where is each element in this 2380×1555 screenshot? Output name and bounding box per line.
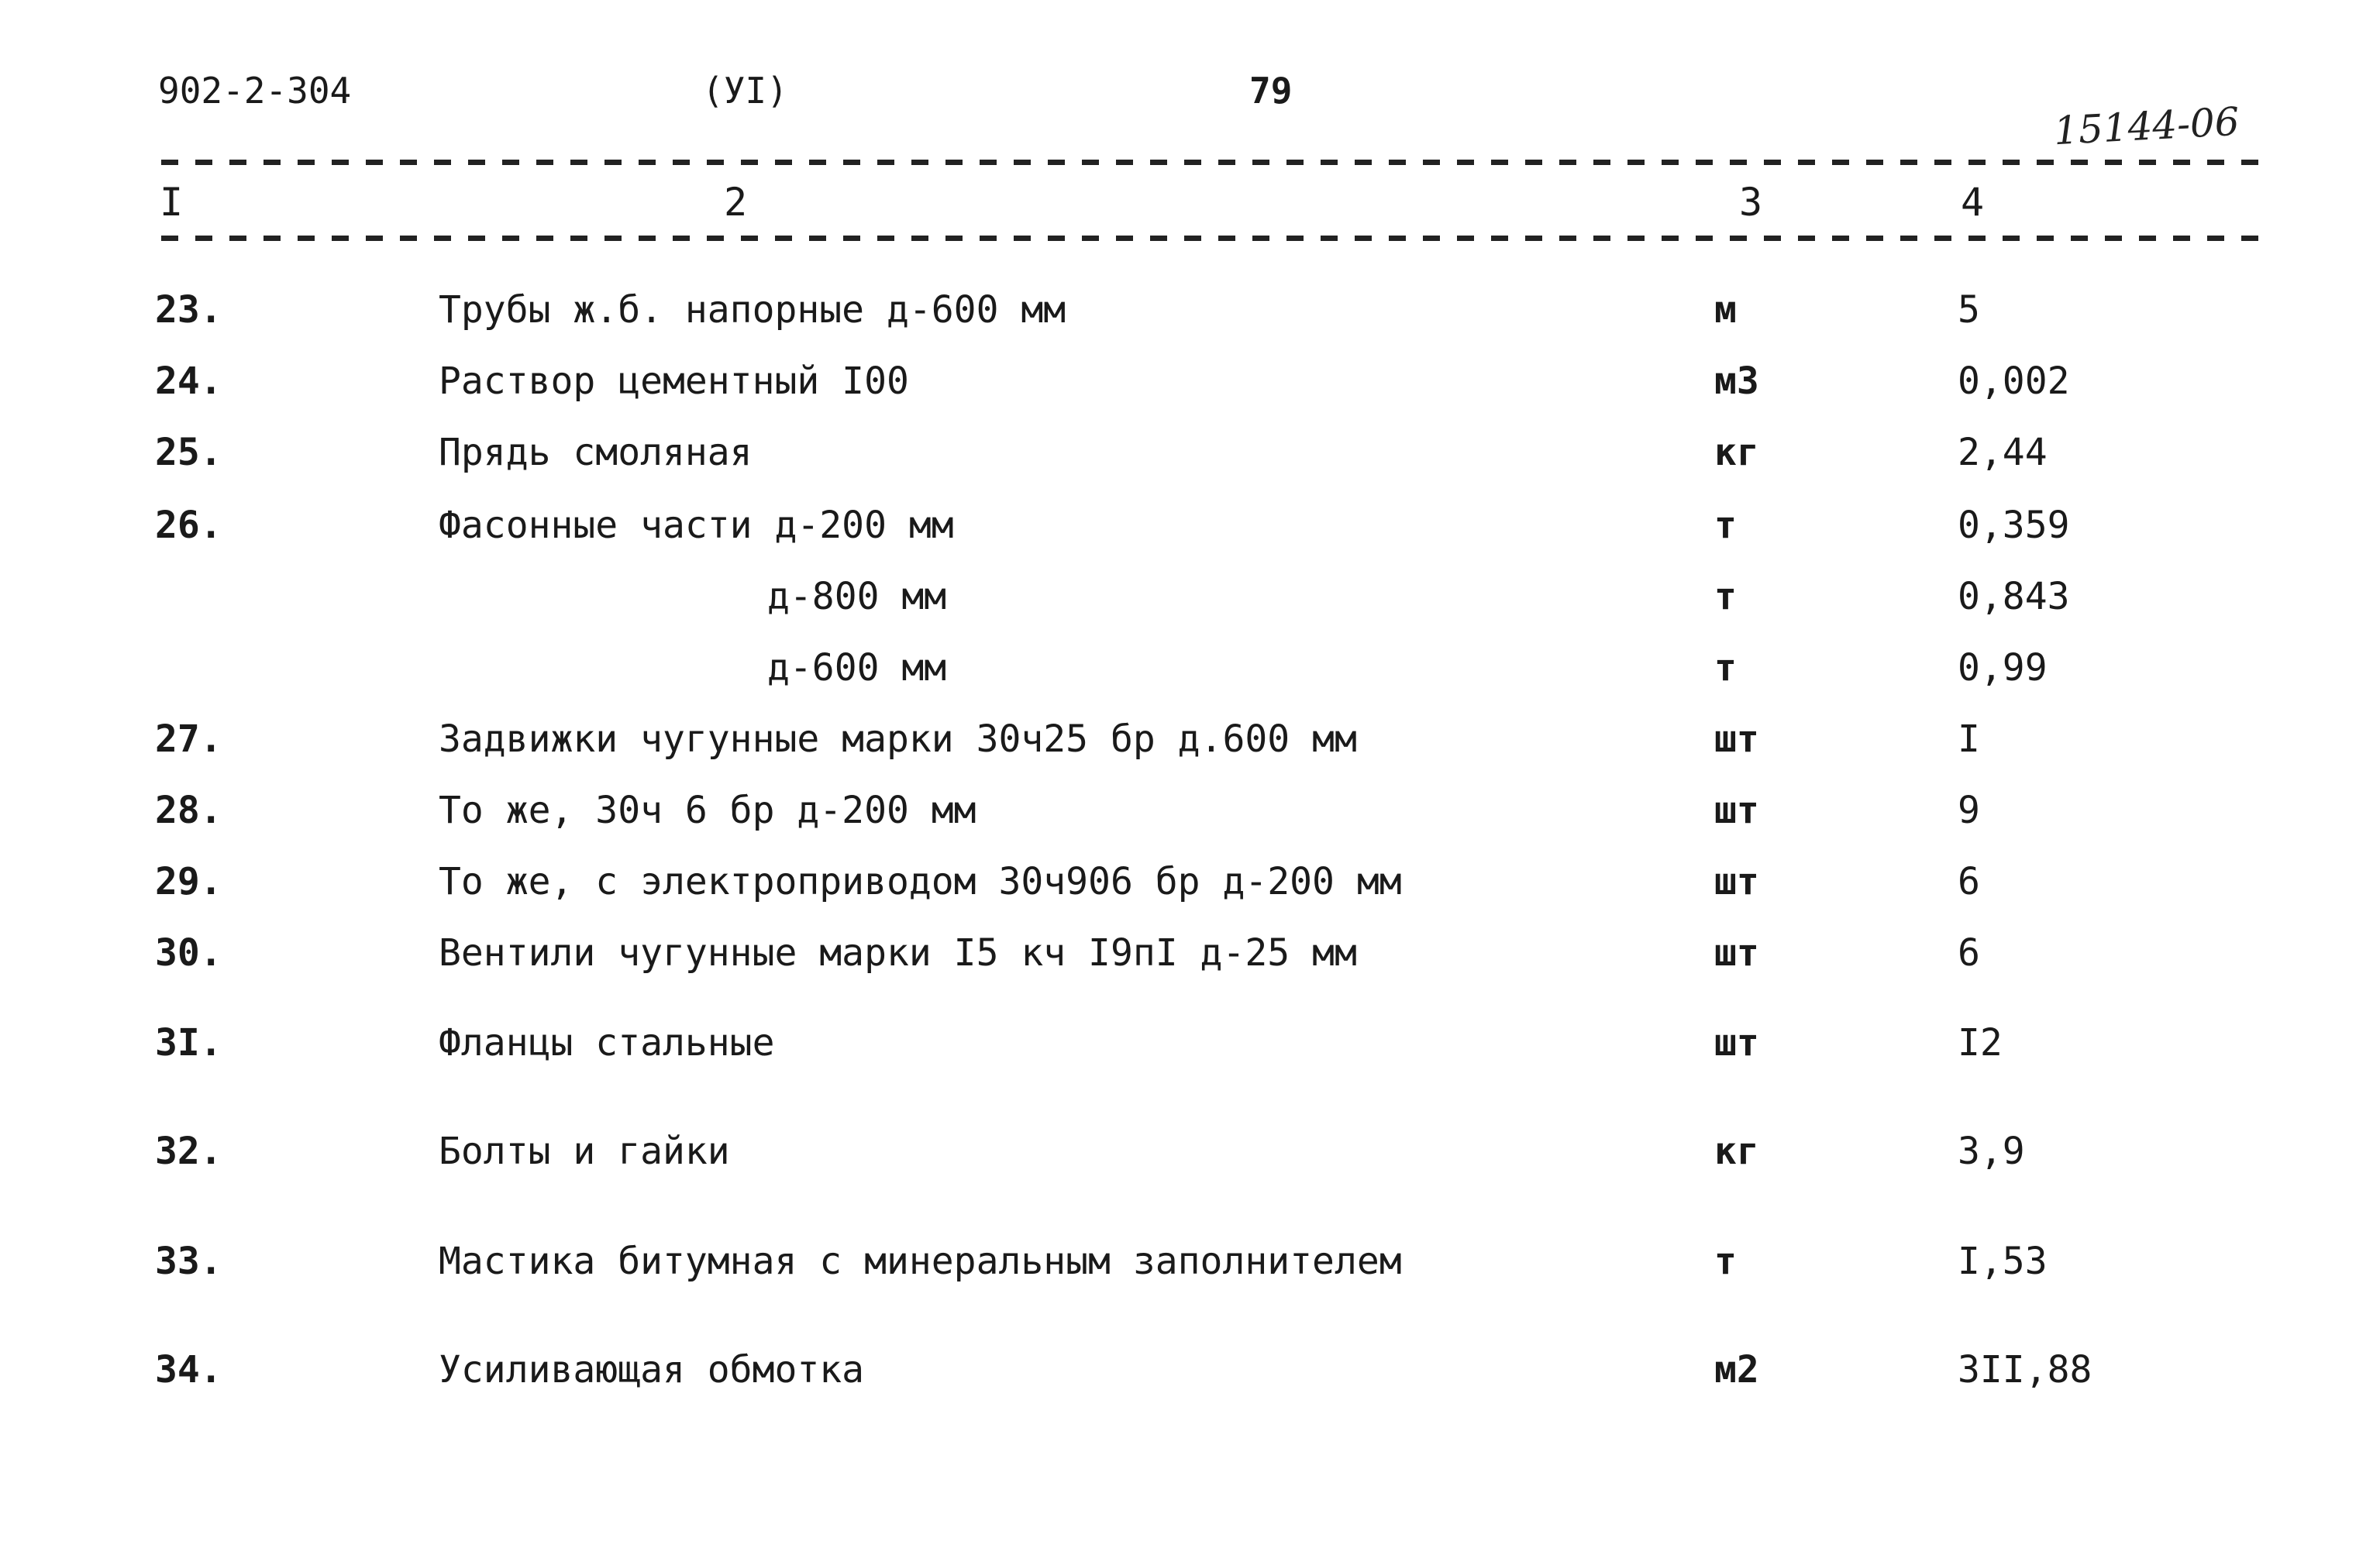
row-number: 27. (155, 717, 222, 761)
row-number: 25. (155, 431, 222, 474)
item-name: То же, с электроприводом 30ч906 бр д-200 мм (439, 860, 1402, 903)
item-quantity: 0,99 (1958, 646, 2048, 690)
item-unit: м2 (1714, 1348, 1759, 1392)
column-header-2: 2 (724, 180, 748, 225)
item-quantity: 3II,88 (1958, 1348, 2092, 1392)
item-unit: кг (1714, 431, 1759, 474)
item-name: Фланцы стальные (439, 1021, 775, 1065)
item-name: Фасонные части д-200 мм (439, 504, 954, 547)
item-quantity: 6 (1958, 860, 1980, 903)
item-name: Трубы ж.б. напорные д-600 мм (439, 288, 1066, 332)
item-quantity: 6 (1958, 931, 1980, 975)
column-header-3: 3 (1739, 180, 1763, 225)
item-name: д-800 мм (767, 575, 947, 618)
item-quantity: 0,002 (1958, 360, 2070, 403)
item-unit: т (1714, 575, 1737, 618)
item-quantity: 2,44 (1958, 431, 2048, 474)
item-unit: шт (1714, 1021, 1759, 1065)
item-unit: т (1714, 646, 1737, 690)
item-name: Усиливающая обмотка (439, 1348, 865, 1392)
section-label: (УI) (702, 70, 788, 112)
row-number: 28. (155, 789, 222, 832)
item-name: д-600 мм (767, 646, 947, 690)
row-number: 23. (155, 288, 222, 332)
row-number: 34. (155, 1348, 222, 1392)
row-number: 33. (155, 1240, 222, 1283)
item-quantity: 3,9 (1958, 1130, 2025, 1173)
row-number: 3I. (155, 1021, 222, 1065)
item-quantity: I (1958, 717, 1980, 761)
item-name: То же, 30ч 6 бр д-200 мм (439, 789, 976, 832)
item-unit: шт (1714, 931, 1759, 975)
item-unit: шт (1714, 789, 1759, 832)
item-quantity: 9 (1958, 789, 1980, 832)
item-name: Болты и гайки (439, 1130, 730, 1173)
item-name: Вентили чугунные марки I5 кч I9пI д-25 мм (439, 931, 1357, 975)
item-name: Прядь смоляная (439, 431, 753, 474)
item-unit: м (1714, 288, 1737, 332)
row-number: 26. (155, 504, 222, 547)
item-name: Раствор цементный I00 (439, 360, 909, 403)
header-bottom-rule (161, 236, 2263, 241)
item-quantity: 0,359 (1958, 504, 2070, 547)
column-header-4: 4 (1961, 180, 1985, 225)
header-top-rule (161, 160, 2263, 165)
item-unit: т (1714, 504, 1737, 547)
item-quantity: 5 (1958, 288, 1980, 332)
column-header-1: I (160, 180, 184, 225)
item-unit: шт (1714, 860, 1759, 903)
item-unit: м3 (1714, 360, 1759, 403)
handwritten-archive-number: 15144-06 (2052, 98, 2241, 154)
item-name: Мастика битумная с минеральным заполнителем (439, 1240, 1402, 1283)
row-number: 30. (155, 931, 222, 975)
row-number: 24. (155, 360, 222, 403)
item-quantity: 0,843 (1958, 575, 2070, 618)
item-quantity: I,53 (1958, 1240, 2048, 1283)
item-unit: т (1714, 1240, 1737, 1283)
page-number: 79 (1249, 70, 1293, 112)
row-number: 29. (155, 860, 222, 903)
item-name: Задвижки чугунные марки 30ч25 бр д.600 мм (439, 717, 1357, 761)
item-unit: шт (1714, 717, 1759, 761)
document-code: 902-2-304 (158, 70, 352, 112)
item-unit: кг (1714, 1130, 1759, 1173)
item-quantity: I2 (1958, 1021, 2003, 1065)
row-number: 32. (155, 1130, 222, 1173)
